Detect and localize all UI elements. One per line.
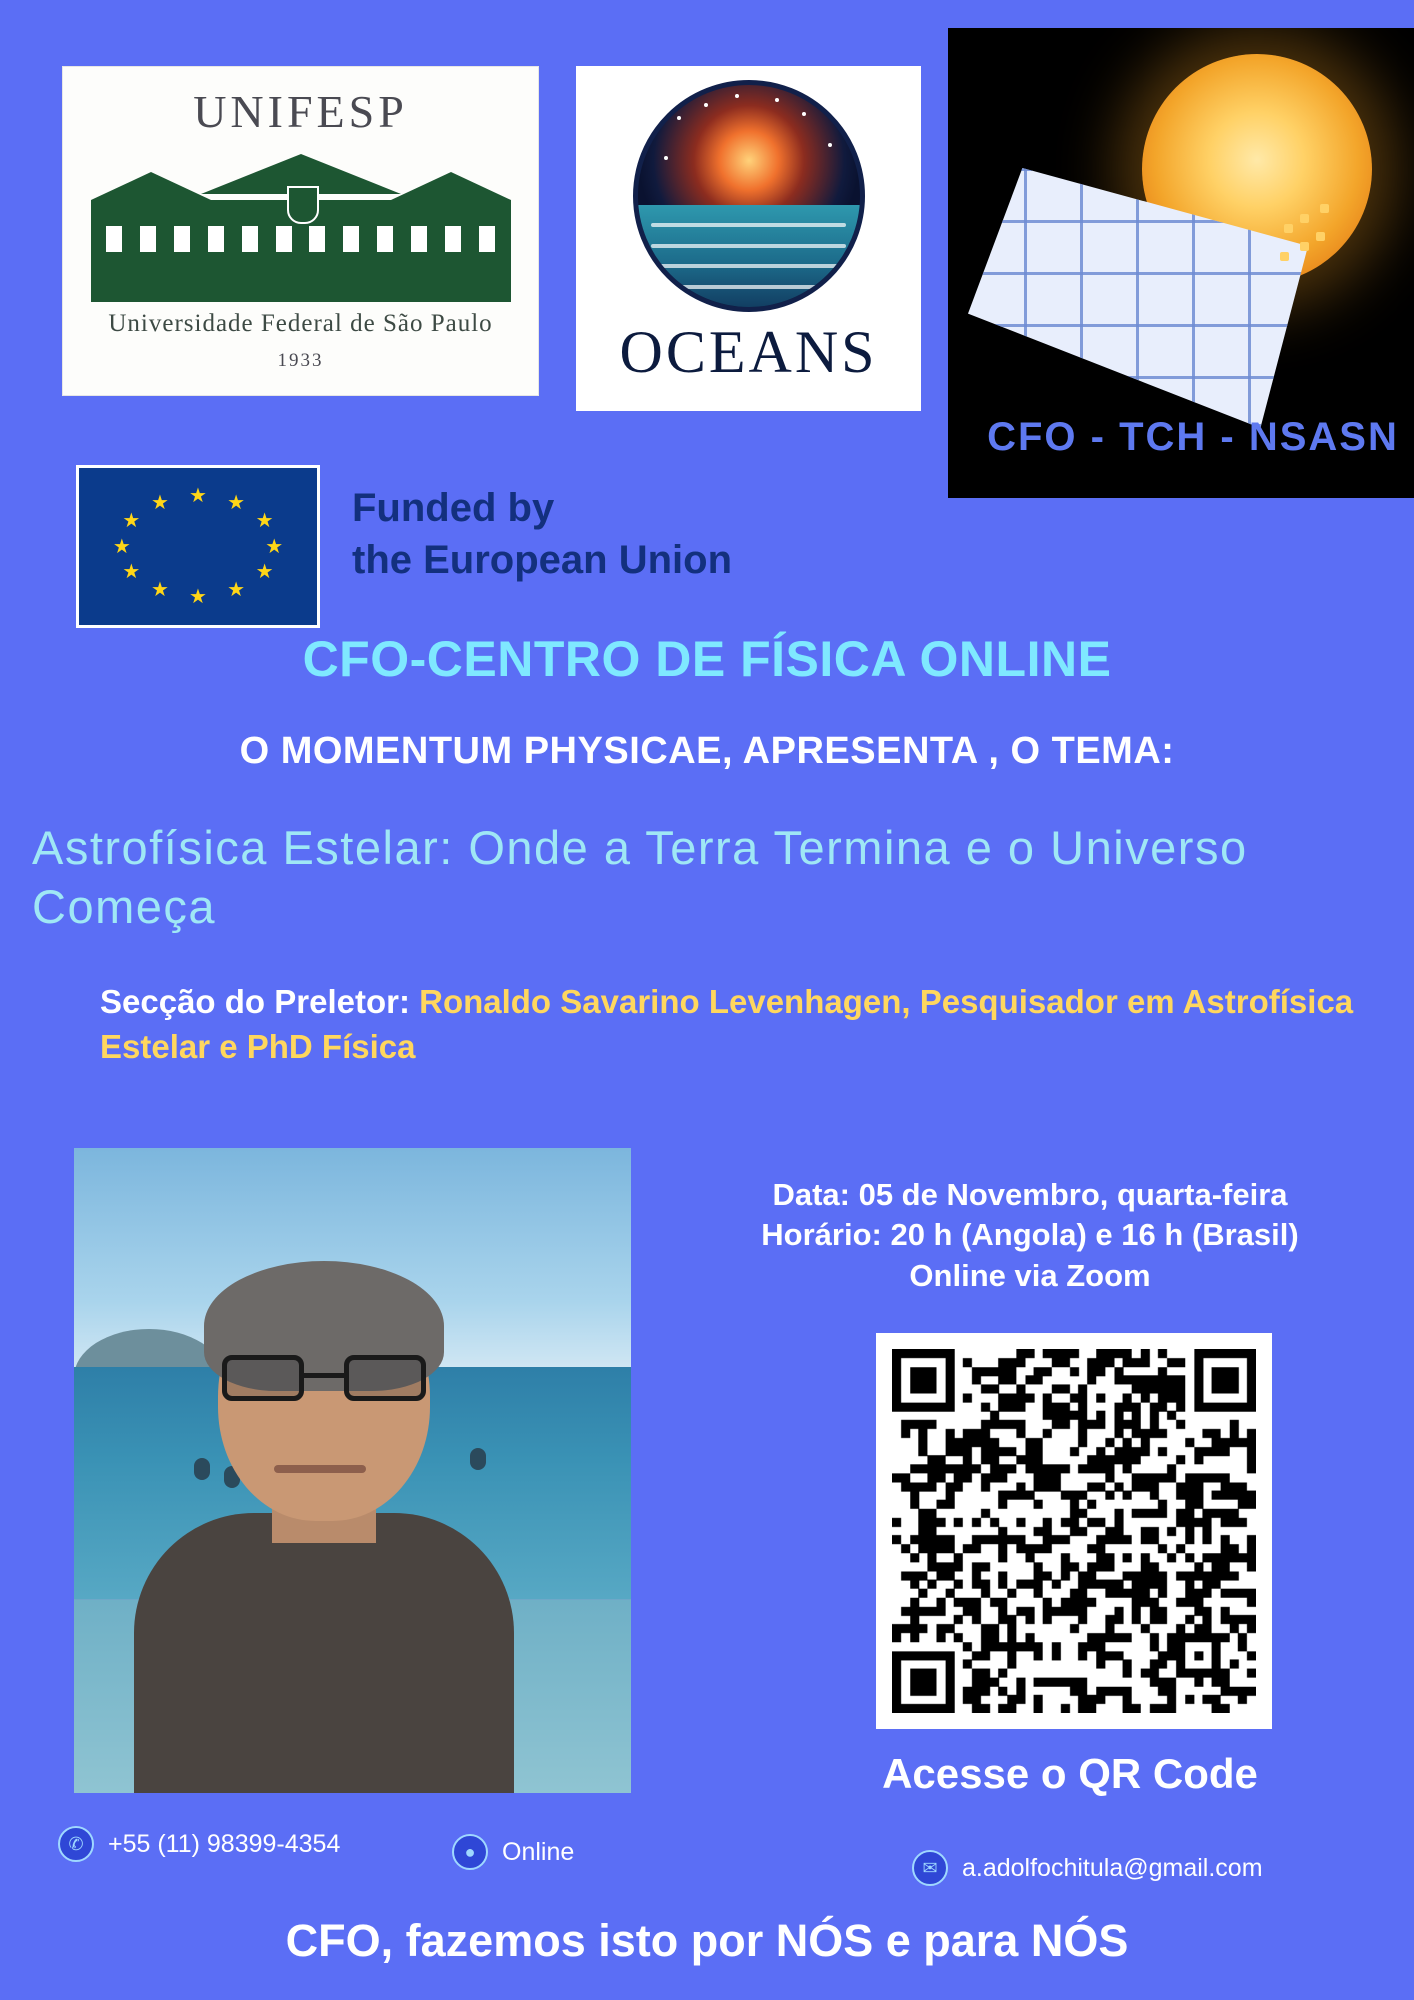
unifesp-subtitle: Universidade Federal de São Paulo — [108, 310, 493, 337]
qr-code[interactable] — [876, 1333, 1272, 1729]
qr-code-canvas — [892, 1349, 1256, 1713]
speaker-portrait-figure — [114, 1273, 534, 1793]
speaker-photo — [74, 1148, 631, 1793]
event-details — [660, 1175, 1400, 1296]
contact-email-text: a.adolfochitula@gmail.com — [962, 1853, 1263, 1882]
contact-email[interactable] — [912, 1850, 1263, 1886]
glasses-icon — [218, 1355, 430, 1401]
contact-online-text: Online — [502, 1837, 575, 1866]
funded-line-2: the European Union — [352, 538, 732, 582]
oceans-logo — [576, 66, 921, 411]
momentum-subtitle: O MOMENTUM PHYSICAE, APRESENTA , O TEMA: — [239, 730, 1175, 772]
phone-icon: ✆ — [58, 1826, 94, 1862]
unifesp-building-icon — [91, 146, 511, 306]
unifesp-year: 1933 — [277, 350, 324, 371]
footer-slogan: CFO, fazemos isto por NÓS e para NÓS — [285, 1915, 1129, 1966]
event-platform: Online via Zoom — [909, 1257, 1151, 1293]
speaker-name: Ronaldo Savarino Levenhagen, Pesquisador em Astrofísica Estelar e PhD Física — [100, 983, 1354, 1065]
event-time: Horário: 20 h (Angola) e 16 h (Brasil) — [761, 1217, 1299, 1253]
cfo-tch-label: CFO - TCH - NSASN — [987, 415, 1399, 459]
contact-online[interactable] — [452, 1834, 574, 1870]
qr-caption: Acesse o QR Code — [882, 1750, 1258, 1797]
contact-row — [0, 1820, 1414, 1910]
oceans-emblem-icon — [633, 80, 865, 312]
user-icon: ● — [452, 1834, 488, 1870]
eu-flag-icon: ★ ★ ★ ★ ★ ★ ★ ★ ★ ★ ★ ★ — [76, 465, 320, 628]
event-date: Data: 05 de Novembro, quarta-feira — [772, 1177, 1288, 1212]
contact-phone[interactable] — [58, 1826, 340, 1862]
theme-title: Astrofísica Estelar: Onde a Terra Termina e o Universo Começa — [32, 821, 1248, 934]
page-title: CFO-CENTRO DE FÍSICA ONLINE — [302, 631, 1112, 687]
oceans-wordmark: OCEANS — [619, 319, 878, 385]
speaker-label: Secção do Preletor: — [100, 983, 420, 1020]
contact-phone-text: +55 (11) 98399-4354 — [108, 1829, 341, 1858]
funded-line-1: Funded by — [352, 486, 555, 530]
unifesp-logo — [62, 66, 539, 396]
speaker-block — [100, 980, 1360, 1069]
cfo-tch-nsasn-logo — [948, 28, 1414, 498]
mail-icon: ✉ — [912, 1850, 948, 1886]
funded-by-text — [352, 482, 732, 586]
unifesp-title: UNIFESP — [193, 86, 408, 137]
logo-row — [0, 18, 1414, 488]
